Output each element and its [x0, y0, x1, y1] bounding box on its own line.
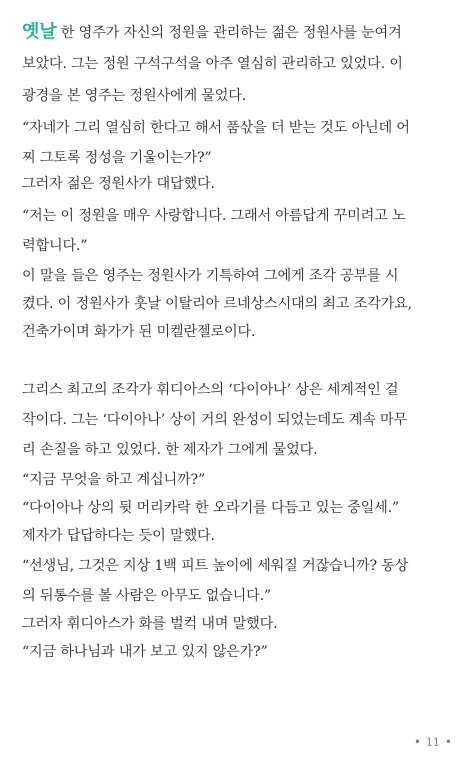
- paragraph-1-line-4: “자네가 그리 열심히 한다고 해서 품삯을 더 받는 것도 아닌데 어: [22, 120, 410, 136]
- paragraph-1-line-10: 켰다. 이 정원사가 훗날 이탈리아 르네상스시대의 최고 조각가요,: [22, 296, 412, 312]
- paragraph-2-line-1: 그리스 최고의 조각가 휘디아스의 ‘다이아나’ 상은 세계적인 걸: [22, 382, 399, 398]
- paragraph-2-line-5: “다이아나 상의 뒷 머리카락 한 오라기를 다듬고 있는 중일세.”: [22, 500, 400, 516]
- paragraph-2-line-6: 제자가 답답하다는 듯이 말했다.: [22, 528, 215, 544]
- paragraph-2-line-3: 리 손질을 하고 있었다. 한 제자가 그에게 물었다.: [22, 442, 318, 458]
- paragraph-2-line-10: “지금 하나님과 내가 보고 있지 않은가?”: [22, 644, 268, 660]
- folio-dot-icon: •: [444, 735, 452, 749]
- line-text: 한 영주가 자신의 정원을 관리하는 젊은 정원사를 눈여겨: [60, 25, 402, 41]
- paragraph-1-line-5: 찌 그토록 정성을 기울이는가?”: [22, 150, 212, 166]
- paragraph-2-line-8: 의 뒤통수를 볼 사람은 아무도 없습니다.”: [22, 588, 271, 604]
- paragraph-2-line-9: 그러자 휘디아스가 화를 벌컥 내며 말했다.: [22, 616, 278, 632]
- paragraph-2-line-7: “선생님, 그것은 지상 1백 피트 높이에 세워질 거잖습니까? 동상: [22, 558, 409, 574]
- page-folio: [414, 735, 452, 749]
- paragraph-2-line-4: “지금 무엇을 하고 계십니까?”: [22, 472, 205, 488]
- paragraph-1-line-2: 보았다. 그는 정원 구석구석을 아주 열심히 관리하고 있었다. 이: [22, 56, 403, 72]
- paragraph-1-line-9: 이 말을 들은 영주는 정원사가 기특하여 그에게 조각 공부를 시: [22, 268, 399, 284]
- folio-dot-icon: •: [413, 735, 421, 749]
- paragraph-1-line-3: 광경을 본 영주는 정원사에게 물었다.: [22, 88, 247, 104]
- page-number: 11: [425, 735, 440, 749]
- paragraph-1-line-8: 력합니다.”: [22, 238, 88, 254]
- drop-word: 옛날: [22, 22, 57, 42]
- paragraph-1-line-1: [22, 22, 448, 43]
- paragraph-1-line-11: 건축가이며 화가가 된 미켈란젤로이다.: [22, 324, 256, 340]
- paragraph-1-line-6: 그러자 젊은 정원사가 대답했다.: [22, 176, 215, 192]
- paragraph-2-line-2: 작이다. 그는 ‘다이아나’ 상이 거의 완성이 되었는데도 계속 마무: [22, 412, 408, 428]
- paragraph-1-line-7: “저는 이 정원을 매우 사랑합니다. 그래서 아름답게 꾸미려고 노: [22, 208, 406, 224]
